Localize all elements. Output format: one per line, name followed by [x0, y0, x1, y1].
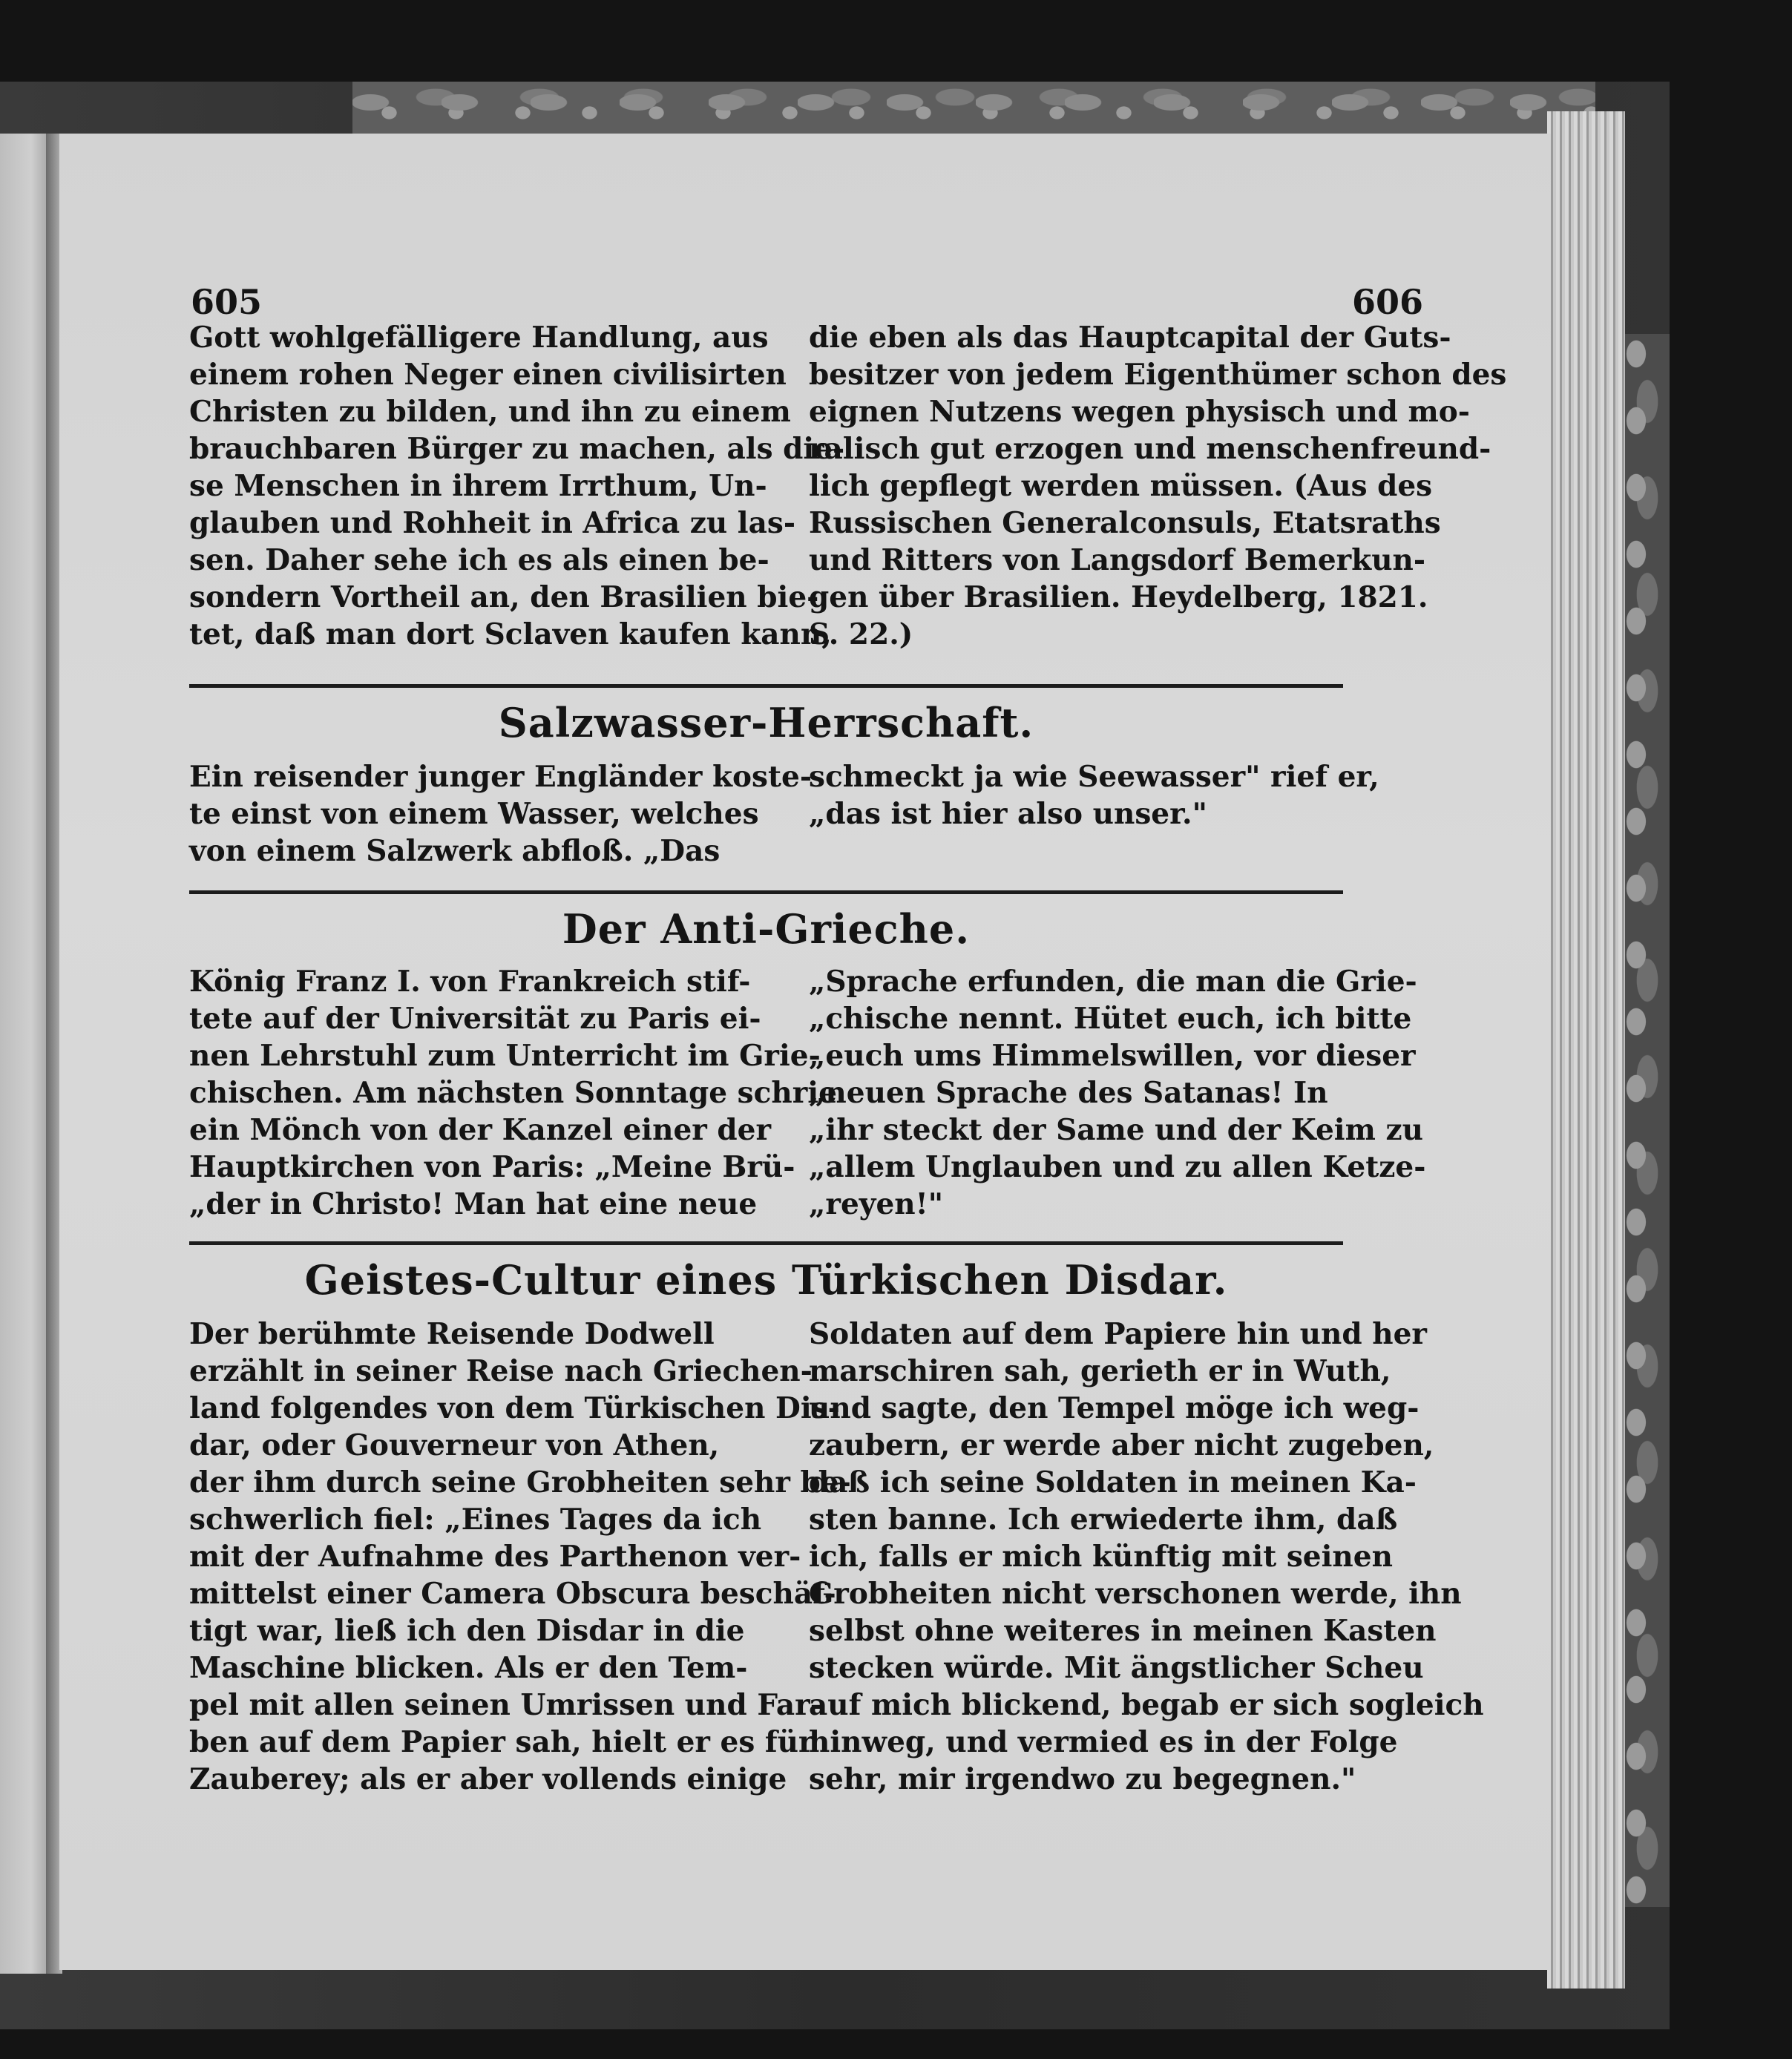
text-line: marschiren sah, gerieth er in Wuth,: [809, 1354, 1391, 1388]
text-line: sen. Daher sehe ich es als einen be-: [189, 543, 769, 577]
text-line: „Sprache erfunden, die man die Grie-: [809, 965, 1417, 999]
article-right-column: [809, 758, 1379, 870]
text-line: mit der Aufnahme des Parthenon ver-: [189, 1540, 801, 1574]
article-left-column: [189, 963, 837, 1223]
text-line: ich, falls er mich künftig mit seinen: [809, 1540, 1393, 1574]
intro-right-column: [809, 319, 1507, 653]
text-line: te einst von einem Wasser, welches: [189, 797, 759, 831]
section-divider: [189, 684, 1343, 688]
text-line: König Franz I. von Frankreich stif-: [189, 965, 751, 999]
text-line: zaubern, er werde aber nicht zugeben,: [809, 1428, 1434, 1462]
section-divider: [189, 890, 1343, 894]
page-number-right: 606: [1351, 282, 1423, 322]
text-line: besitzer von jedem Eigenthümer schon des: [809, 358, 1507, 392]
article-geistes-cultur: [189, 1316, 1484, 1798]
text-line: „euch ums Himmelswillen, vor dieser: [809, 1039, 1416, 1073]
text-line: stecken würde. Mit ängstlicher Scheu: [809, 1651, 1424, 1685]
text-line: der ihm durch seine Grobheiten sehr be-: [189, 1465, 851, 1500]
text-line: erzählt in seiner Reise nach Griechen-: [189, 1354, 813, 1388]
text-line: einem rohen Neger einen civilisirten: [189, 358, 787, 392]
text-line: Der berühmte Reisende Dodwell: [189, 1317, 715, 1351]
text-line: gen über Brasilien. Heydelberg, 1821.: [809, 580, 1428, 614]
text-line: brauchbaren Bürger zu machen, als die-: [189, 432, 845, 466]
text-line: nen Lehrstuhl zum Unterricht im Grie-: [189, 1039, 821, 1073]
text-line: schwerlich fiel: „Eines Tages da ich: [189, 1503, 762, 1537]
text-line: „allem Unglauben und zu allen Ketze-: [809, 1150, 1426, 1184]
text-line: „reyen!": [809, 1187, 944, 1221]
text-line: „der in Christo! Man hat eine neue: [189, 1187, 758, 1221]
text-line: chischen. Am nächsten Sonntage schrie: [189, 1076, 837, 1110]
text-line: „ihr steckt der Same und der Keim zu: [809, 1113, 1423, 1147]
page-edges: [1547, 111, 1625, 1989]
text-line: Hauptkirchen von Paris: „Meine Brü-: [189, 1150, 795, 1184]
article-left-column: [189, 1316, 851, 1798]
text-line: Gott wohlgefälligere Handlung, aus: [189, 321, 769, 355]
text-line: ein Mönch von der Kanzel einer der: [189, 1113, 772, 1147]
article-title: Geistes-Cultur eines Türkischen Disdar.: [304, 1256, 1228, 1304]
text-line: dar, oder Gouverneur von Athen,: [189, 1428, 720, 1462]
text-line: ralisch gut erzogen und menschenfreund-: [809, 432, 1491, 466]
article-right-column: [809, 1316, 1484, 1798]
text-line: ben auf dem Papier sah, hielt er es für: [189, 1725, 814, 1759]
article-title: Der Anti-Grieche.: [562, 905, 971, 953]
text-line: hinweg, und vermied es in der Folge: [809, 1725, 1398, 1759]
text-line: lich gepflegt werden müssen. (Aus des: [809, 469, 1433, 503]
text-line: Russischen Generalconsuls, Etatsraths: [809, 506, 1441, 540]
text-line: „das ist hier also unser.": [809, 797, 1207, 831]
article-title: Salzwasser-Herrschaft.: [498, 699, 1034, 746]
text-line: tete auf der Universität zu Paris ei-: [189, 1002, 761, 1036]
text-line: mittelst einer Camera Obscura beschäf-: [189, 1577, 836, 1611]
text-line: sondern Vortheil an, den Brasilien bie-: [189, 580, 819, 614]
text-line: die eben als das Hauptcapital der Guts-: [809, 321, 1451, 355]
text-line: eignen Nutzens wegen physisch und mo-: [809, 395, 1470, 429]
text-line: und sagte, den Tempel möge ich weg-: [809, 1391, 1420, 1425]
intro-left-column: [189, 319, 845, 653]
section-divider: [189, 1241, 1343, 1245]
text-line: und Ritters von Langsdorf Bemerkun-: [809, 543, 1426, 577]
text-line: Christen zu bilden, und ihn zu einem: [189, 395, 791, 429]
article-right-column: [809, 963, 1426, 1223]
text-line: glauben und Rohheit in Africa zu las-: [189, 506, 796, 540]
intro-continuation: [189, 319, 1507, 653]
text-line: land folgendes von dem Türkischen Dis-: [189, 1391, 840, 1425]
article-salzwasser: [189, 758, 1379, 870]
text-line: tet, daß man dort Sclaven kaufen kann,: [189, 617, 832, 651]
text-line: auf mich blickend, begab er sich sogleich: [809, 1688, 1484, 1722]
text-line: sehr, mir irgendwo zu begegnen.": [809, 1762, 1356, 1796]
text-line: Ein reisender junger Engländer koste-: [189, 760, 813, 794]
article-left-column: [189, 758, 813, 870]
text-line: S. 22.): [809, 617, 913, 651]
page-number-left: 605: [191, 282, 263, 322]
text-line: Grobheiten nicht verschonen werde, ihn: [809, 1577, 1462, 1611]
marbled-cover-edge-top: [352, 82, 1595, 134]
text-line: Zauberey; als er aber vollends einige: [189, 1762, 787, 1796]
text-line: se Menschen in ihrem Irrthum, Un-: [189, 469, 767, 503]
article-anti-grieche: [189, 963, 1426, 1223]
text-line: selbst ohne weiteres in meinen Kasten: [809, 1614, 1437, 1648]
left-page-strip: [0, 134, 52, 1974]
text-line: sten banne. Ich erwiederte ihm, daß: [809, 1503, 1398, 1537]
text-line: schmeckt ja wie Seewasser" rief er,: [809, 760, 1379, 794]
text-line: Soldaten auf dem Papiere hin und her: [809, 1317, 1427, 1351]
book-page: [59, 134, 1551, 1970]
text-line: „neuen Sprache des Satanas! In: [809, 1076, 1328, 1110]
text-line: Maschine blicken. Als er den Tem-: [189, 1651, 748, 1685]
text-line: von einem Salzwerk abfloß. „Das: [189, 834, 721, 868]
text-line: pel mit allen seinen Umrissen und Far-: [189, 1688, 822, 1722]
text-line: daß ich seine Soldaten in meinen Ka-: [809, 1465, 1417, 1500]
text-line: tigt war, ließ ich den Disdar in die: [189, 1614, 745, 1648]
text-line: „chische nennt. Hütet euch, ich bitte: [809, 1002, 1412, 1036]
